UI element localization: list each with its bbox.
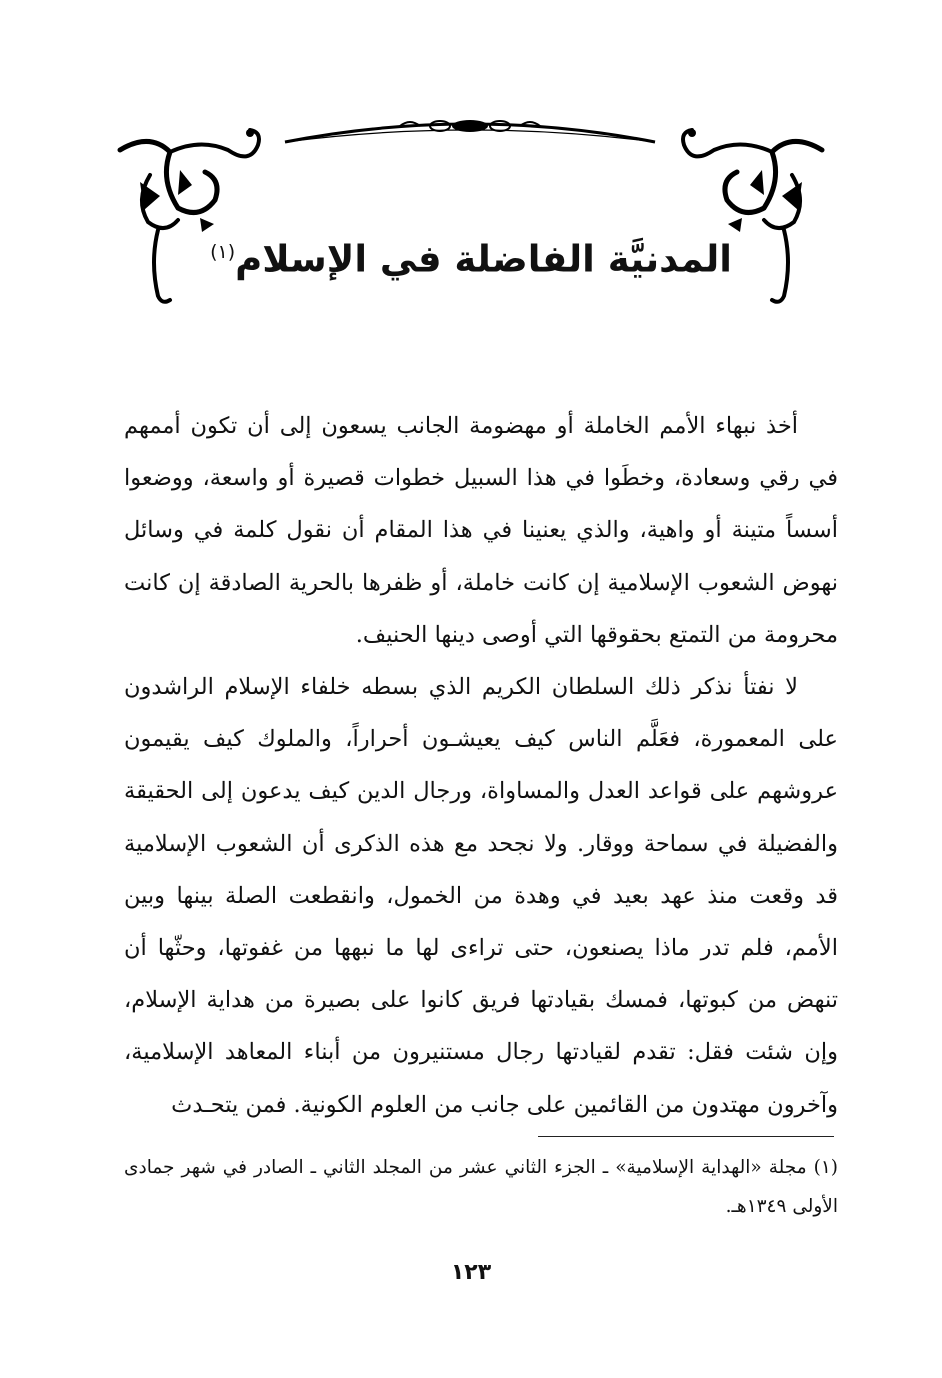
footnote: (١) مجلة «الهداية الإسلامية» ـ الجزء الثاني عشر من المجلد الثاني ـ الصادر في شهر جمادى الأولى ١٣٤٩هـ. (124, 1157, 838, 1217)
chapter-title-text: المدنيَّة الفاضلة في الإسلام (235, 237, 732, 281)
chapter-title (200, 222, 742, 289)
page-number: ١٢٣ (450, 1260, 492, 1285)
paragraph: أخذ نبهاء الأمم الخاملة أو مهضومة الجانب يسعون إلى أن تكون أممهم في رقي وسعادة، وخطَوا في هذا السبيل خطوات قصيرة أو واسعة، ووضعوا أسساً متينة أو واهية، والذي يعنينا في هذا المقام أن نقول كلمة في وسائل نهوض الشعوب الإسلامية إن كانت خاملة، أو ظفرها بالحرية الصادقة إن كانت محرومة من التمتع بحقوقها التي أوصى دينها الحنيف. (124, 413, 838, 648)
footnote-divider (538, 1136, 834, 1137)
footnote-reference[interactable]: (١) (210, 241, 236, 263)
body-text (124, 400, 838, 1131)
paragraph: لا نفتأ نذكر ذلك السلطان الكريم الذي بسطه خلفاء الإسلام الراشدون على المعمورة، فعَلَّم الناس كيف يعيشـون أحراراً، والملوك كيف يقيمون عروشهم على قواعد العدل والمساواة، ورجال الدين كيف يدعون إلى الحقيقة والفضيلة في سماحة ووقار. ولا نجحد مع هذه الذكرى أن الشعوب الإسلامية قد وقعت منذ عهد بعيد في وهدة من الخمول، وانقطعت الصلة بينها وبين الأمم، فلم تدر ماذا يصنعون، حتى تراءى لها ما نبهها من غفوتها، وحثّها أن تنهض من كبوتها، فمسك بقيادتها فريق كانوا على بصيرة من هداية الإسلام، وإن شئت فقل: تقدم لقيادتها رجال مستنيرون من أبناء المعاهد الإسلامية، وآخرون مهتدون من القائمين على جانب من العلوم الكونية. فمن يتحـدث (124, 674, 838, 1118)
